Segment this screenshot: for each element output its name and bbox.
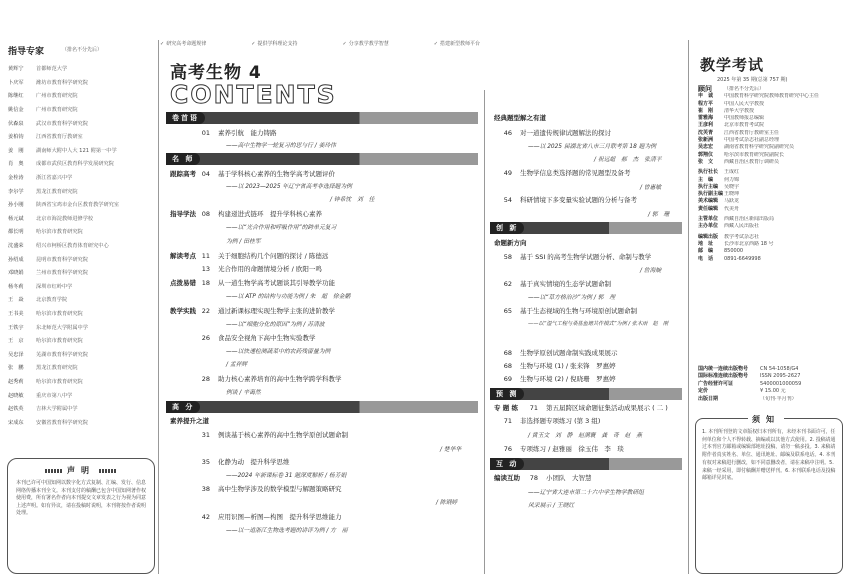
masthead-value: 清华大学教授 <box>724 107 755 114</box>
masthead-value: 北京市教育考试院 <box>724 122 765 129</box>
expert-name: 赵秀莉 <box>8 378 24 385</box>
section-bar <box>490 222 682 234</box>
column-divider <box>484 90 485 574</box>
pub-value: CN 54-1058/G4 <box>760 366 799 372</box>
pub-row <box>698 388 838 395</box>
expert-org: 潍坊市教育科学研究院 <box>36 79 88 86</box>
masthead-value: 长沙市北京西路 18 号 <box>724 240 774 247</box>
notice-box <box>7 458 155 574</box>
expert-name: 杨元斌 <box>8 215 24 222</box>
toc-sub: ——2024 年新课标卷 31 题深度解析 / 杨芳娟 <box>226 473 347 479</box>
expert-row <box>8 293 153 307</box>
toc-category: 点拨易错 <box>170 279 196 287</box>
toc-entry[interactable]: 71 非选择题专项练习 (第 3 组) <box>503 417 601 425</box>
toc-entry[interactable]: 22 通过新课标理实现生物学主张的进阶教学 <box>201 307 335 315</box>
toc-entry[interactable]: 54 科研情境下多变量实验试题的分析与备考 <box>503 196 637 204</box>
toc-entry[interactable]: 58 基于 SSI 的高考生物学试题分析、命制与教学 <box>503 253 652 261</box>
expert-row <box>8 334 153 348</box>
expert-name: 黄辉宁 <box>8 66 24 73</box>
masthead-row <box>698 198 838 205</box>
pub-key: 出版日期 <box>698 395 719 402</box>
section-bar <box>166 153 478 165</box>
toc-sub: / 黄玉文 刘 静 赵满寰 龚 奇 赵 燕 <box>528 433 642 439</box>
toc-entry[interactable]: 04 基于学科核心素养的生物学高考试题评价 <box>201 170 335 178</box>
toc-entry[interactable]: 49 生物学信息类选择题的常见题型及备考 <box>503 169 631 177</box>
expert-row <box>8 375 153 389</box>
masthead-rows <box>698 93 838 263</box>
toc-entry[interactable]: 13 光合作用的命题情境分析 / 欧阳一鸣 <box>201 265 322 273</box>
expert-name: 孙绍成 <box>8 256 24 263</box>
masthead-value: 马跃龙 <box>724 198 740 205</box>
section-label: 卷首语 <box>166 112 205 124</box>
masthead-key: 申 诚 <box>698 93 714 100</box>
toc-entry[interactable]: 68 生物与环境 (1) / 张来锋 罗惠婷 <box>503 362 616 370</box>
toc-category: 命题新方向 <box>494 239 527 247</box>
masthead-key: 沈芙青 <box>698 129 714 136</box>
toc-entry[interactable]: 42 应用识图—析图—构图 提升科学思维能力 <box>201 513 342 521</box>
masthead-value: 何力锦 <box>724 176 740 183</box>
expert-row <box>8 252 153 266</box>
masthead-value: 中国教师报总编辑 <box>724 115 765 122</box>
expert-org: 武汉市教育科学研究院 <box>36 120 88 127</box>
expert-row <box>8 130 153 144</box>
expert-row <box>8 116 153 130</box>
masthead-key: 执行主编 <box>698 183 719 190</box>
toc-sub: / 曾惠敏 <box>640 185 662 191</box>
toc-entry[interactable]: 08 构建递进式链环 提升学科核心素养 <box>201 210 322 218</box>
expert-name: 都长明 <box>8 229 24 236</box>
expert-name: 肖 奥 <box>8 161 24 168</box>
notes-body: 1. 本刊所刊登的文章版权归本刊所有，未经本刊书面许可，任何单位和个人不得转载、摘编或以其他方式使用。2. 投稿请通过本刊官方邮箱或编辑部地址投稿，请勿一稿多投。3. 来稿请附作者真实姓名、单位、通讯地址、邮编及联系电话。4. 本刊有权对来稿进行删改，如不同意删改者，请在来稿中注明。5. 来稿一经采用，即付稿酬并赠送样刊。6. 本刊联系电话及投稿邮箱详见封底。 <box>702 429 836 482</box>
publication-info <box>698 366 838 403</box>
toc-entry[interactable]: 11 关于细胞结构几个问题的探讨 / 陈德远 <box>201 252 329 260</box>
masthead-row <box>698 248 838 255</box>
expert-org: 重庆市第八中学 <box>36 392 73 399</box>
toc-entry[interactable]: 71 第五届跨区域命题征集活动成果展示 ( 二 ) <box>529 404 668 412</box>
section-label: 互 动 <box>490 458 524 470</box>
toc-sub: / 祝远超 郝 杰 张清平 <box>594 157 662 163</box>
masthead-value: 西藏自治区新闻出版局 <box>724 216 775 223</box>
expert-name: 孙小刚 <box>8 202 24 209</box>
toc-entry[interactable]: 01 素养引航 能力铸路 <box>201 129 277 137</box>
toc-sub: ——以“细胞分化的原因”为例 / 苏清波 <box>226 322 325 328</box>
toc-entry[interactable]: 46 对一道遗传规律试题解法的探讨 <box>503 129 611 137</box>
masthead-row <box>698 122 838 129</box>
slogan: ✓ 提供学科理论支持 <box>251 40 297 47</box>
expert-name: 陈继红 <box>8 93 24 100</box>
toc-entry[interactable]: 68 生物学原创试题命制实践成果展示 <box>503 349 618 357</box>
masthead <box>698 86 838 263</box>
section-bar <box>166 112 478 124</box>
masthead-value: 王成红 <box>724 169 740 176</box>
expert-name: 姜柏钧 <box>8 134 24 141</box>
expert-row <box>8 361 153 375</box>
toc-sub: / 郭 珊 <box>648 212 670 218</box>
masthead-value: 中国考试杂志社副总经理 <box>724 137 780 144</box>
expert-name: 张 鹏 <box>8 365 24 372</box>
expert-org: 兰州市教育科学研究院 <box>36 270 88 277</box>
expert-org: 黑龙江教育研究院 <box>36 365 78 372</box>
toc-category: 指导学法 <box>170 210 196 218</box>
expert-name: 邓晓娟 <box>8 270 24 277</box>
pub-value: （旬刊·半月刊） <box>760 395 797 402</box>
pub-row <box>698 373 838 380</box>
masthead-value: 代美舟 <box>724 205 740 212</box>
slogans <box>160 40 480 47</box>
masthead-key: 王彦利 <box>698 122 714 129</box>
expert-org: 浙江省嘉兴中学 <box>36 175 73 182</box>
expert-name: 杨冬莉 <box>8 283 24 290</box>
masthead-value: 西藏人民出版社 <box>724 223 760 230</box>
toc-category: 编读互助 <box>494 474 520 482</box>
masthead-key: 主管单位 <box>698 216 719 223</box>
expert-org: 北京市海淀教师进修学校 <box>36 215 94 222</box>
expert-row <box>8 347 153 361</box>
pub-value: 5400001000059 <box>760 380 802 387</box>
pub-row <box>698 396 838 403</box>
expert-row <box>8 320 153 334</box>
masthead-key: 电 话 <box>698 255 714 262</box>
expert-name: 沈盛荣 <box>8 243 24 250</box>
issue-number: 2025 年第 35 期(总第 757 期) <box>717 77 788 83</box>
masthead-value: 850000 <box>724 248 744 255</box>
masthead-value: 教学考试杂志社 <box>724 233 760 240</box>
expert-org: 陕西省宝鸡市金台区教育教学研究室 <box>36 202 120 209</box>
masthead-value: 湖南省教育科学研究院副研究员 <box>724 144 795 151</box>
expert-row <box>8 103 153 117</box>
notice-title: 声明 <box>16 465 146 476</box>
magazine-title: 高考生物 4 <box>170 63 262 83</box>
expert-org: 芜湖市教育科学研究院 <box>36 351 88 358</box>
masthead-row <box>698 191 838 198</box>
slogan: ✓ 搭建新型教师平台 <box>434 40 480 47</box>
expert-org: 哈尔滨市教育研究院 <box>36 310 83 317</box>
toc-sub: / 钟希忱 刘 佳 <box>330 197 375 203</box>
toc-entry[interactable]: 38 高中生物学涉及的数学模型与解题策略研究 <box>201 485 342 493</box>
masthead-value: 中国教育科学研究院教师教育研究中心主任 <box>724 93 820 100</box>
pub-key: 定价 <box>698 388 709 395</box>
pub-value: ISSN 2095-2627 <box>760 373 801 380</box>
masthead-key: 吴忠宏 <box>698 144 714 151</box>
expert-row <box>8 280 153 294</box>
section-bar <box>490 388 682 400</box>
toc-sub: ——以 ATP 的结构与功能为例 / 朱 超 徐金鹏 <box>226 294 351 300</box>
column-divider <box>688 40 689 574</box>
expert-org: 湖南师大附中人大 121 附第一中学 <box>36 147 117 154</box>
pub-row <box>698 381 838 388</box>
masthead-key: 雷雅海 <box>698 115 714 122</box>
masthead-value: 哈尔滨市教育研究院副院长 <box>724 151 785 158</box>
toc-sub: 例谈 / 辛蔼然 <box>226 390 261 396</box>
expert-row <box>8 62 153 76</box>
expert-name: 宋成东 <box>8 419 24 426</box>
masthead-key: 郭翔仪 <box>698 151 714 158</box>
toc-sub: / 陈钢婷 <box>436 500 458 506</box>
masthead-row <box>698 223 838 230</box>
masthead-row <box>698 152 838 159</box>
toc-entry[interactable]: 62 基于真实情境的生态学试题命制 <box>503 280 611 288</box>
pub-value: ¥ 15.00 元 <box>760 388 786 395</box>
masthead-key: 地 址 <box>698 240 714 247</box>
expert-row <box>8 402 153 416</box>
masthead-value: 西藏自治区教育厅调研员 <box>724 158 780 165</box>
expert-row <box>8 144 153 158</box>
toc-category: 解读考点 <box>170 252 196 260</box>
expert-name: 王书美 <box>8 310 24 317</box>
expert-org: 江西省教育厅教研室 <box>36 134 83 141</box>
expert-name: 伏森泉 <box>8 120 24 127</box>
expert-row <box>8 184 153 198</box>
toc-sub: / 孟祥辉 <box>226 362 248 368</box>
masthead-key: 责任编辑 <box>698 205 719 212</box>
masthead-row <box>698 234 838 241</box>
expert-row <box>8 307 153 321</box>
masthead-key: 张 文 <box>698 158 714 165</box>
section-label: 高 分 <box>166 401 200 413</box>
notice-body: 本刊已许可中国知网以数字化方式复制、汇编、发行、信息网络传播本刊全文。本刊支付的稿酬已包含中国知网著作权使用费，所有署名作者向本刊提交文章发表之行为视为同意上述声明。如有异议，请在投稿时说明，本刊将按作者说明处理。 <box>16 480 147 517</box>
experts-title: 指导专家 <box>8 47 45 57</box>
section-label: 名 师 <box>166 153 200 165</box>
toc-entry[interactable]: 76 专项练习 / 赵雅丽 徐玉伟 李 琰 <box>503 445 624 453</box>
masthead-row <box>698 115 838 122</box>
toc-sub: ——高中生物学一轮复习的思与行 / 姜玲伟 <box>226 143 336 149</box>
contents-heading: CONTENTS <box>170 80 337 109</box>
expert-row <box>8 171 153 185</box>
toc-sub: ——以快速检测蔬菜中的农药残留量为例 <box>226 349 331 355</box>
expert-name: 姚信金 <box>8 107 24 114</box>
section-bar <box>166 401 478 413</box>
toc-entry[interactable]: 26 食品安全视角下高中生物实验教学 <box>201 334 316 342</box>
toc-sub: ——以 2023—2025 年辽宁省高考非选择题为例 <box>226 184 352 190</box>
masthead-key: 主 编 <box>698 176 714 183</box>
toc-entry[interactable]: 69 生物与环境 (2) / 倪晓珊 罗惠婷 <box>503 375 616 383</box>
notes-title: 须知 <box>748 414 784 425</box>
toc-sub: 风采展示 / 王晓红 <box>528 503 575 509</box>
expert-row <box>8 225 153 239</box>
toc-entry[interactable]: 35 化静为动 提升科学思维 <box>201 458 290 466</box>
toc-category: 教学实践 <box>170 307 196 315</box>
expert-row <box>8 388 153 402</box>
toc-sub: ——以“草方格治沙”为例 / 郭 理 <box>528 295 616 301</box>
masthead-value: 王晓坤 <box>724 191 740 198</box>
masthead-key: 张新洲 <box>698 137 714 144</box>
expert-row <box>8 212 153 226</box>
masthead-key: 邮 编 <box>698 248 714 255</box>
expert-row <box>8 76 153 90</box>
toc-sub: ——以“湿气工程与桑基鱼塘共作模式”为例 / 张木雨 赵 刚 <box>528 321 669 327</box>
masthead-value: 中国人民大学教授 <box>724 100 765 107</box>
expert-org: 深圳市红岭中学 <box>36 283 73 290</box>
toc-sub: ——以一道浙江生物选考题的讲评为例 / 方 丽 <box>226 528 348 534</box>
expert-org: 广州市教育研究院 <box>36 93 78 100</box>
toc-entry[interactable]: 65 基于生态视域的生物与环境原创试题命制 <box>503 307 637 315</box>
advisor-header: 顾问 （排名不分先后） <box>698 85 765 93</box>
slogan: ✓ 研究高考命题规律 <box>160 40 206 47</box>
masthead-row <box>698 177 838 184</box>
masthead-row <box>698 159 838 166</box>
toc-sub: / 詹海婉 <box>640 268 662 274</box>
expert-org: 成都市武侯区教育科学发展研究院 <box>36 161 114 168</box>
journal-logo: 教学考试 <box>700 56 765 74</box>
expert-org: 北京教育学院 <box>36 297 68 304</box>
expert-name: 赵晓敏 <box>8 392 24 399</box>
expert-name: 吴忠泽 <box>8 351 24 358</box>
expert-row <box>8 415 153 429</box>
slogan: ✓ 分享教学教学智慧 <box>343 40 389 47</box>
masthead-key: 程方平 <box>698 100 714 107</box>
expert-row <box>8 198 153 212</box>
pub-key: 国际标准连续出版物号 <box>698 373 749 380</box>
masthead-row <box>698 130 838 137</box>
experts-note: （排名不分先后） <box>62 47 103 53</box>
expert-name: 赵铁英 <box>8 406 24 413</box>
masthead-row <box>698 144 838 151</box>
expert-org: 黑龙江教育研究院 <box>36 188 78 195</box>
toc-entry[interactable]: 31 例谈基于核心素养的高中生物学原创试题命制 <box>201 431 348 439</box>
toc-entry[interactable]: 18 从一道生物学高考试题谈其引导教学功能 <box>201 279 335 287</box>
toc-category: 素养提升之道 <box>170 417 209 425</box>
toc-entry[interactable]: 78 小团队 大智慧 <box>529 474 592 482</box>
pub-key: 广告经营许可证 <box>698 380 734 387</box>
toc-category: 专 题 练 <box>494 404 519 412</box>
toc-sub: / 楚华华 <box>440 447 462 453</box>
masthead-key: 美术编辑 <box>698 198 719 205</box>
section-label: 创 新 <box>490 222 524 234</box>
section-bar <box>490 458 682 470</box>
notes-box <box>695 415 843 574</box>
expert-org: 哈尔滨市教育研究院 <box>36 229 83 236</box>
expert-row <box>8 89 153 103</box>
expert-name: 李尔学 <box>8 188 24 195</box>
expert-row <box>8 239 153 253</box>
toc-sub: 为例 / 田桂军 <box>226 239 261 245</box>
expert-row <box>8 266 153 280</box>
expert-org: 吉林大学附属中学 <box>36 406 78 413</box>
masthead-row <box>698 206 838 213</box>
masthead-key: 执行社长 <box>698 169 719 176</box>
section-label: 预 测 <box>490 388 524 400</box>
masthead-row <box>698 137 838 144</box>
expert-org: 昆明市教育科学研究院 <box>36 256 88 263</box>
expert-name: 王 焱 <box>8 297 24 304</box>
column-divider <box>158 40 159 574</box>
expert-row <box>8 157 153 171</box>
expert-org: 东北师范大学附属中学 <box>36 324 88 331</box>
expert-org: 首都师范大学 <box>36 66 68 73</box>
masthead-row <box>698 101 838 108</box>
expert-name: 金栓涛 <box>8 175 24 182</box>
toc-sub: ——以 2025 届湖北省八市三月联考第 18 题为例 <box>528 144 657 150</box>
expert-org: 哈尔滨市教育研究院 <box>36 378 83 385</box>
masthead-row <box>698 241 838 248</box>
toc-sub: ——辽宁省大连市第二十六中学生物学教研组 <box>528 490 644 496</box>
toc-entry[interactable]: 28 助力核心素养培育的高中生物学跨学科教学 <box>201 375 342 383</box>
pub-key: 国内统一连续出版物号 <box>698 366 749 372</box>
masthead-row <box>698 108 838 115</box>
expert-name: 姜 刚 <box>8 147 24 154</box>
expert-org: 哈尔滨市教育研究院 <box>36 338 83 345</box>
masthead-key: 崔 刚 <box>698 107 714 114</box>
masthead-value: 0891-6649998 <box>724 255 761 262</box>
expert-org: 安徽省教育科学研究院 <box>36 419 88 426</box>
experts-list <box>8 62 153 429</box>
expert-org: 绍兴市柯桥区教育体育研究中心 <box>36 243 109 250</box>
expert-org: 广州市教育研究院 <box>36 107 78 114</box>
masthead-row <box>698 216 838 223</box>
masthead-value: 江西省教育厅教研室主任 <box>724 129 780 136</box>
toc-sub: ——以“光合作用和呼吸作用”的跨单元复习 <box>226 225 337 231</box>
expert-name: 王 京 <box>8 338 24 345</box>
masthead-row <box>698 93 838 100</box>
masthead-row <box>698 256 838 263</box>
toc-category: 经典题型解之有道 <box>494 114 546 122</box>
masthead-key: 执行副主编 <box>698 191 724 198</box>
masthead-row <box>698 169 838 176</box>
expert-name: 王铁宇 <box>8 324 24 331</box>
masthead-value: 吴晓宇 <box>724 183 740 190</box>
expert-name: 卜庆军 <box>8 79 24 86</box>
masthead-key: 主办单位 <box>698 223 719 230</box>
masthead-key: 编辑出版 <box>698 233 719 240</box>
toc-category: 跟踪高考 <box>170 170 196 178</box>
